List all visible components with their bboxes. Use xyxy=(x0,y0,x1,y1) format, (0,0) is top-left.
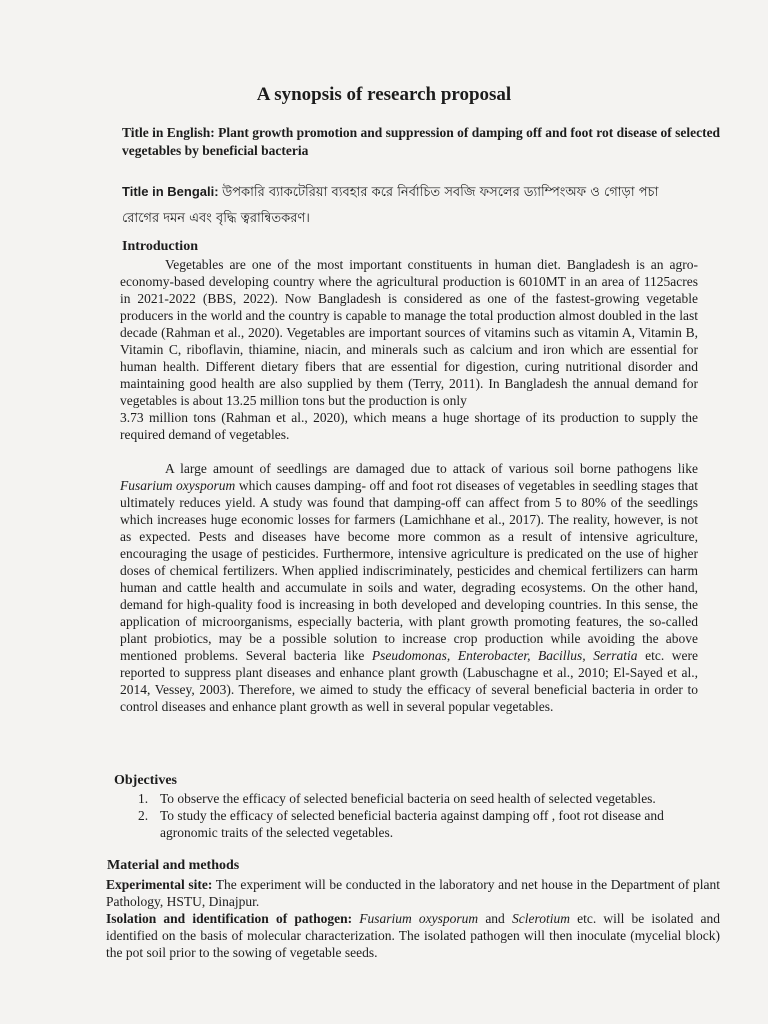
objectives-heading: Objectives xyxy=(114,773,177,788)
p2-fusarium: Fusarium oxysporum xyxy=(120,478,236,493)
objective-text: To study the efficacy of selected beneficial bacteria against damping off , foot rot disease and agronomic traits of the selected vegetables. xyxy=(160,808,664,840)
isolation-text: etc. will be isolated and identified on the basis of molecular characterization. The isolated pathogen will then inoculate (mycelial block) the pot soil prior to the sowing of vegetable seeds. xyxy=(106,911,721,960)
introduction-paragraph-1-continuation: 3.73 million tons (Rahman et al., 2020), which means a huge shortage of its production to supply the required demand of vegetables. xyxy=(120,410,698,442)
introduction-paragraph-1 xyxy=(120,256,698,443)
bengali-title-label: Title in Bengali: xyxy=(122,184,219,199)
p2-text-c: etc. were reported to suppress plant diseases and enhance plant growth (Labuschagne et al., 2010; El-Sayed et al., 2014, Vessey, 2003). Therefore, we aimed to study the efficacy of several beneficial bacteria in order to control diseases and enhance plant growth as well in several popular vegetables. xyxy=(120,648,698,714)
isolation-paragraph xyxy=(106,910,720,961)
experimental-site-text: The experiment will be conducted in the laboratory and net house in the Department of plant Pathology, HSTU, Dinajpur. xyxy=(106,877,720,909)
isolation-label: Isolation and identification of pathogen: xyxy=(106,911,353,926)
p2-text-a: A large amount of seedlings are damaged due to attack of various soil borne pathogens like xyxy=(165,461,698,476)
introduction-paragraph-1-text: Vegetables are one of the most important constituents in human diet. Bangladesh is an agro- economy-based developing country where the agricultural production is 6010MT in an area of 1125acres in 2021-2022 (BBS, 2022). Now Bangladesh is considered as one of the fastest-growing vegetable producers in the world and the country is capable to manage the total production almost doubled in the last decade (Rahman et al., 2020). Vegetables are important sources of vitamins such as vitamin A, Vitamin B, Vitamin C, riboflavin, thiamine, niacin, and minerals such as calcium and iron which are essential for human health. Different dietary fibers that are essential for digestion, curing nutritional disorder and maintaining good health are also supplied by them (Terry, 2011). In Bangladesh the annual demand for vegetables is about 13.25 million tons but the production is only xyxy=(120,257,698,408)
english-title-text: Plant growth promotion and suppression of damping off and foot rot disease of selected vegetables by beneficial bacteria xyxy=(122,125,721,158)
isolation-sclerotium: Sclerotium xyxy=(511,911,570,926)
bengali-title-text: উপকারি ব্যাকটেরিয়া ব্যবহার করে নির্বাচিত সবজি ফসলের ড্যাম্পিংঅফ ও গোড়া পচা রোগের দমন এবং বৃদ্ধি ত্বরান্বিতকরণ। xyxy=(122,185,659,226)
p2-genera: Pseudomonas, Enterobacter, Bacillus, Serratia xyxy=(371,648,638,663)
objective-item xyxy=(112,790,722,807)
objective-number: 1. xyxy=(138,791,149,806)
objective-number: 2. xyxy=(138,808,149,823)
experimental-site-paragraph xyxy=(106,876,720,910)
objective-item xyxy=(112,807,722,841)
bengali-title xyxy=(122,179,692,232)
english-title-label: Title in English: xyxy=(122,125,215,140)
introduction-paragraph-2 xyxy=(120,460,698,715)
introduction-heading: Introduction xyxy=(122,239,198,254)
objectives-list xyxy=(112,790,722,841)
isolation-and: and xyxy=(485,911,505,926)
p2-text-b: which causes damping- off and foot rot diseases of vegetables in seedling stages that ultimately reduces yield. A study was found that damping-off can affect from 5 to 80% of the seedlings which increases huge economic losses for farmers (Lamichhane et al., 2017). The reality, however, is not as expected. Pests and diseases have become more common as a result of intensive agriculture, encouraging the usage of pesticides. Furthermore, intensive agriculture is predicated on the use of higher doses of chemical fertilizers. When applied indiscriminately, pesticides and chemical fertilizers can harm human and cattle health and accumulate in soils and water, degrading ecosystems. On the other hand, demand for high-quality food is increasing in both developed and developing countries. In this sense, the application of microorganisms, especially bacteria, with plant growth promoting features, the so-called plant probiotics, may be a possible solution to increase crop production while avoiding the above mentioned problems. Several bacteria like xyxy=(120,478,698,663)
objective-text: To observe the efficacy of selected beneficial bacteria on seed health of selected vegetables. xyxy=(160,791,656,806)
english-title xyxy=(122,124,722,160)
page-title: A synopsis of research proposal xyxy=(256,84,512,105)
methods-heading: Material and methods xyxy=(107,858,240,873)
isolation-fusarium: Fusarium oxysporum xyxy=(359,911,479,926)
experimental-site-label: Experimental site: xyxy=(106,877,213,892)
